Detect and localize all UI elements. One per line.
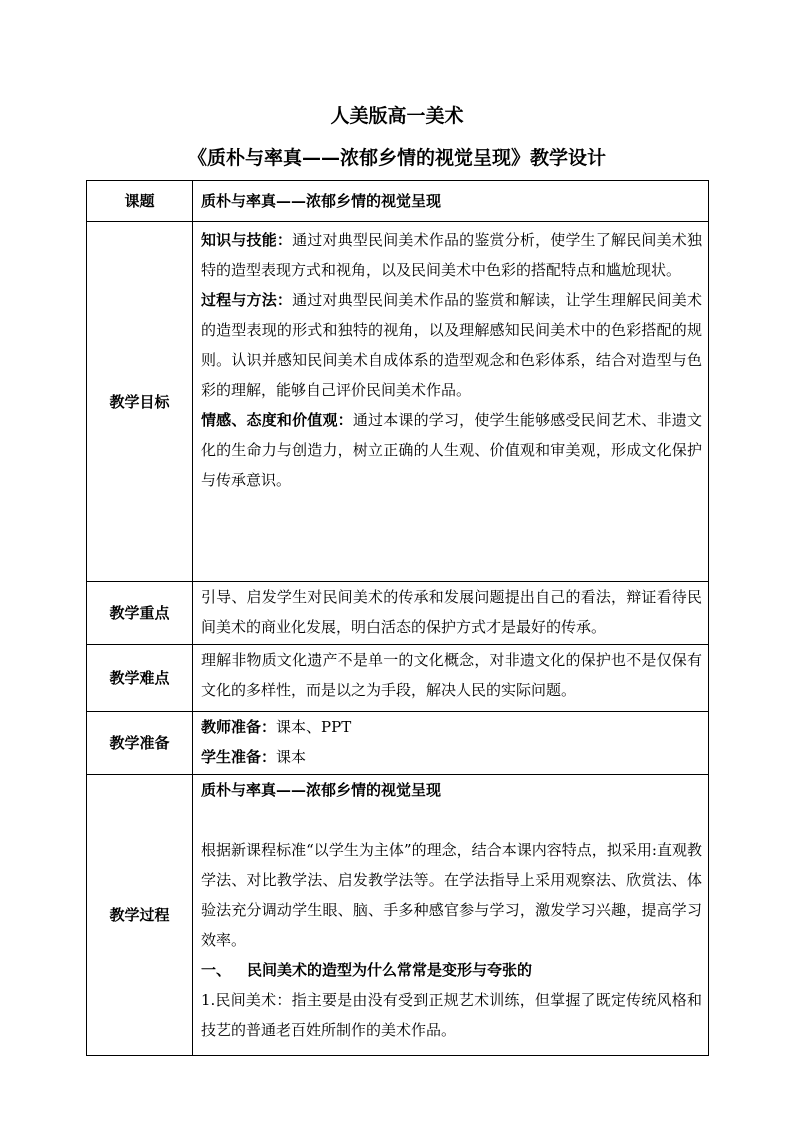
preparation-label: 教学准备	[87, 712, 193, 775]
objective-knowledge-text: 通过对典型民间美术作品的鉴赏分析，使学生了解民间美术独特的造型表现方式和视角，以及民间美术中色彩的搭配特点和尴尬现状。	[201, 231, 702, 279]
document-title: 人美版高一美术	[330, 105, 464, 127]
difficulties-text	[193, 645, 709, 712]
objective-process	[201, 285, 702, 405]
process-content	[193, 775, 709, 1056]
process-intro: 根据新课程标准“以学生为主体”的理念，结合本课内容特点，拟采用:直观教学法、对比教学法、启发教学法等。在学法指导上采用观察法、欣赏法、体验法充分调动学生眼、脑、手多种感官参与学习，激发学习兴趣，提高学习效率。	[201, 841, 702, 949]
document-subtitle: 《质朴与率真——浓郁乡情的视觉呈现》教学设计	[187, 147, 606, 169]
objectives-content	[193, 222, 709, 582]
table-row-key-points	[87, 582, 709, 645]
process-label: 教学过程	[87, 775, 193, 1056]
section-number: 一、	[201, 961, 232, 979]
objective-emotion-text: 通过本课的学习，使学生能够感受民间艺术、非遗文化的生命力与创造力，树立正确的人生观、价值观和审美观，形成文化保护与传承意识。	[201, 411, 702, 489]
process-item-1: 1.民间美术：指主要是由没有受到正规艺术训练，但掌握了既定传统风格和技艺的普通老百姓所制作的美术作品。	[201, 991, 702, 1039]
teacher-preparation	[201, 712, 702, 742]
table-row-topic	[87, 181, 709, 222]
student-preparation	[201, 742, 702, 772]
section-title: 民间美术的造型为什么常常是变形与夸张的	[247, 961, 533, 979]
difficulties-paragraph: 理解非物质文化遗产不是单一的文化概念，对非遗文化的保护也不是仅保有文化的多样性，而是以之为手段，解决人民的实际问题。	[201, 651, 702, 699]
table-row-preparation	[87, 712, 709, 775]
key-points-text	[193, 582, 709, 645]
teacher-preparation-text: 课本、PPT	[276, 718, 352, 736]
student-preparation-text: 课本	[276, 748, 307, 766]
key-points-label: 教学重点	[87, 582, 193, 645]
objective-process-text: 通过对典型民间美术作品的鉴赏和解读，让学生理解民间美术的造型表现的形式和独特的视角，以及理解感知民间美术中的色彩搭配的规则。认识并感知民间美术自成体系的造型观念和色彩体系，结合对造型与色彩的理解，能够自己评价民间美术作品。	[201, 291, 702, 399]
student-preparation-head: 学生准备：	[201, 748, 277, 766]
objective-knowledge	[201, 225, 702, 285]
table-row-process	[87, 775, 709, 1056]
topic-label: 课题	[87, 181, 193, 222]
key-points-paragraph: 引导、启发学生对民间美术的传承和发展问题提出自己的看法，辩证看待民间美术的商业化发展，明白活态的保护方式才是最好的传承。	[201, 588, 702, 636]
process-section-heading	[201, 955, 702, 985]
topic-value: 质朴与率真——浓郁乡情的视觉呈现	[193, 181, 709, 222]
preparation-content	[193, 712, 709, 775]
objective-knowledge-head: 知识与技能：	[201, 231, 293, 249]
table-row-objectives	[87, 222, 709, 582]
teacher-preparation-head: 教师准备：	[201, 718, 277, 736]
lesson-plan-table	[86, 180, 709, 1056]
objective-emotion	[201, 405, 702, 495]
process-subtitle: 质朴与率真——浓郁乡情的视觉呈现	[201, 781, 442, 799]
process-spacer	[201, 805, 702, 835]
difficulties-label: 教学难点	[87, 645, 193, 712]
objectives-label: 教学目标	[87, 222, 193, 582]
objective-emotion-head: 情感、态度和价值观：	[201, 411, 353, 429]
objective-process-head: 过程与方法：	[201, 291, 293, 309]
table-row-difficulties	[87, 645, 709, 712]
